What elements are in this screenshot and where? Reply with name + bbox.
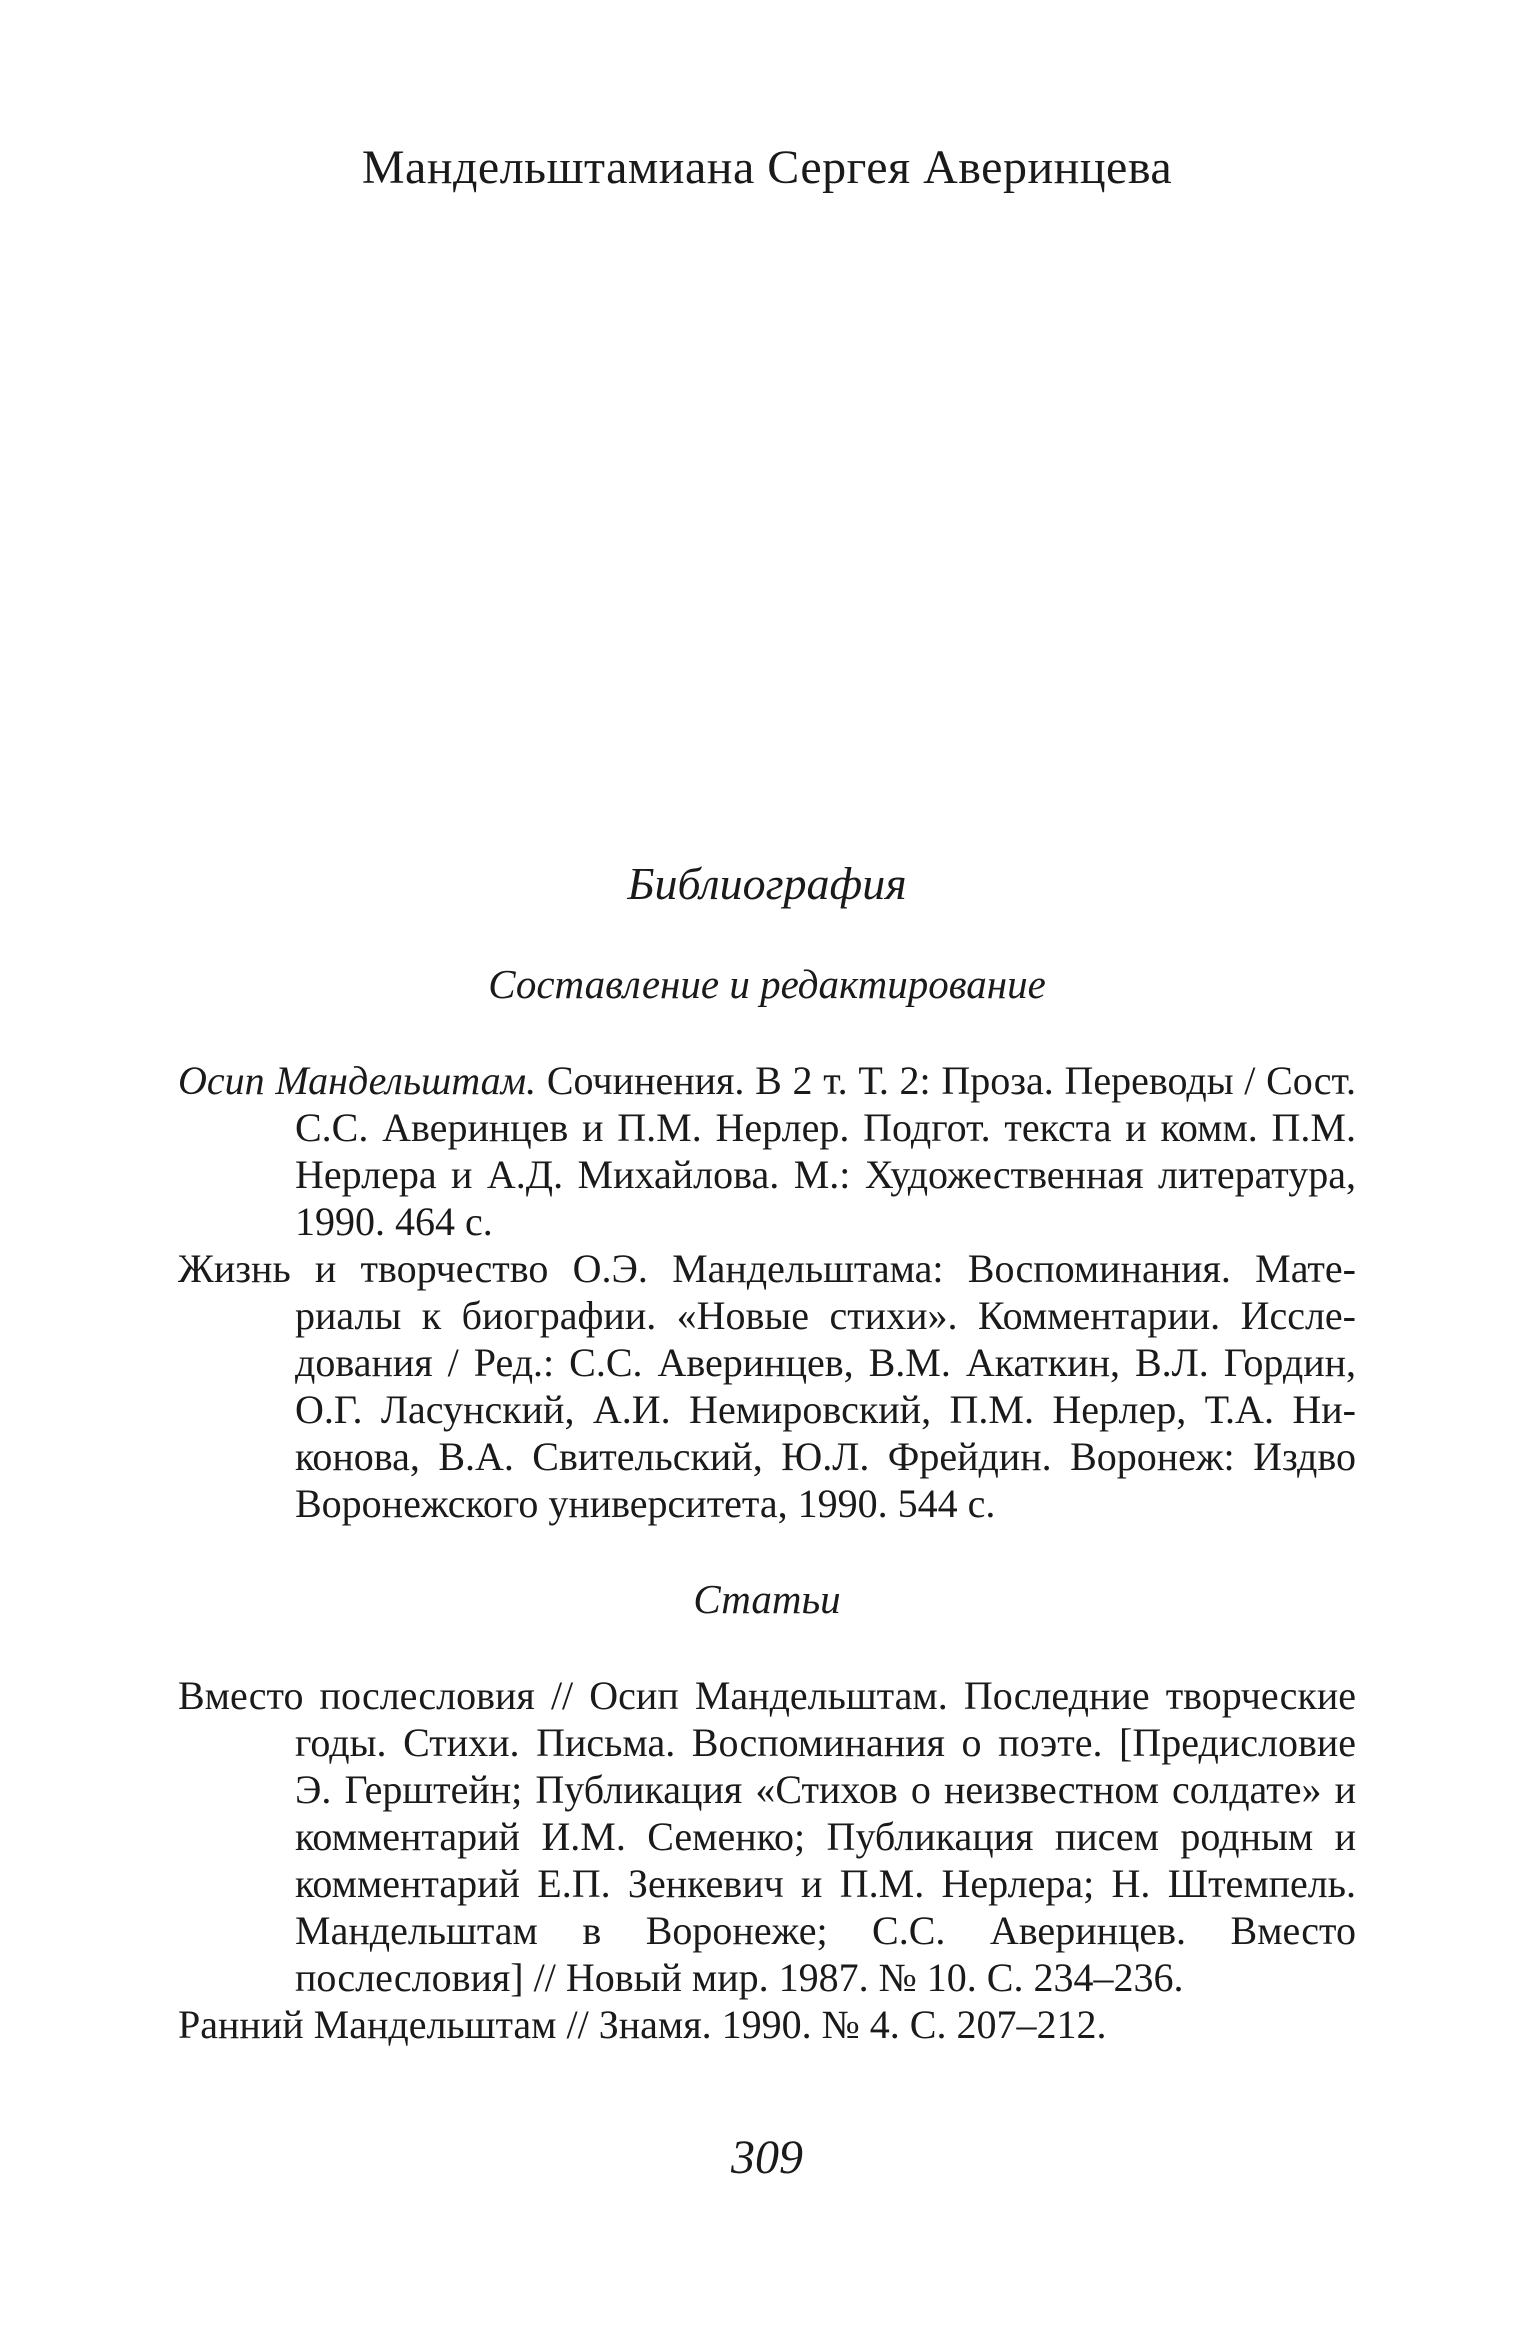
bibliography-entry bbox=[178, 1672, 1356, 2001]
entry-author: Осип Мандельштам. bbox=[178, 1058, 537, 1103]
bibliography-entry bbox=[178, 2001, 1356, 2048]
entry-text: Жизнь и творчество О.Э. Мандельштама: Воспоминания. Материалы к биографии. «Новые стихи». Комментарии. Исследования / Ред.: С.С. Аверинцев, В.М. Акаткин, В.Л. Гордин, О.Г. Ласунский, А.И. Немировский, П.М. Нерлер, Т.А. Никонова, В.А. Свительский, Ю.Л. Фрейдин. Воронеж: Издво Воронежского университета, 1990. 544 с. bbox=[178, 1246, 1356, 1526]
entry-text: Ранний Мандельштам // Знамя. 1990. № 4. С. 207–212. bbox=[178, 2002, 1107, 2047]
bibliography-entry bbox=[178, 1057, 1356, 1245]
section-title: Библиография bbox=[627, 858, 907, 909]
running-head: Мандельштамиана Сергея Аверинцева bbox=[361, 141, 1173, 194]
entry-text: Вместо послесловия // Осип Мандельштам. Последние творческие годы. Стихи. Письма. Воспоминания о поэте. [Предисловие Э. Герштейн; Публикация «Стихов о неизвестном солдате» и комментарий И.М. Семенко; Публикация писем родным и комментарий Е.П. Зенкевич и П.М. Нерлера; Н. Штемпель. Мандельштам в Воронеже; С.С. Аверинцев. Вместо послесловия] // Новый мир. 1987. № 10. С. 234–236. bbox=[178, 1673, 1356, 2000]
page-number: 309 bbox=[731, 2131, 803, 2184]
subsection-title-compilation: Составление и редактирование bbox=[488, 961, 1046, 1007]
subsection-title-articles: Статьи bbox=[693, 1576, 841, 1622]
bibliography-entry bbox=[178, 1245, 1356, 1527]
bibliography-list-compilation bbox=[178, 1057, 1356, 1527]
entry-text: Сочинения. В 2 т. Т. 2: Проза. Переводы / Сост. С.С. Аверинцев и П.М. Нерлер. Подгот. текста и комм. П.М. Нерлера и А.Д. Михайлова. М.: Художественная литература, 1990. 464 с. bbox=[295, 1058, 1356, 1244]
bibliography-list-articles bbox=[178, 1672, 1356, 2048]
